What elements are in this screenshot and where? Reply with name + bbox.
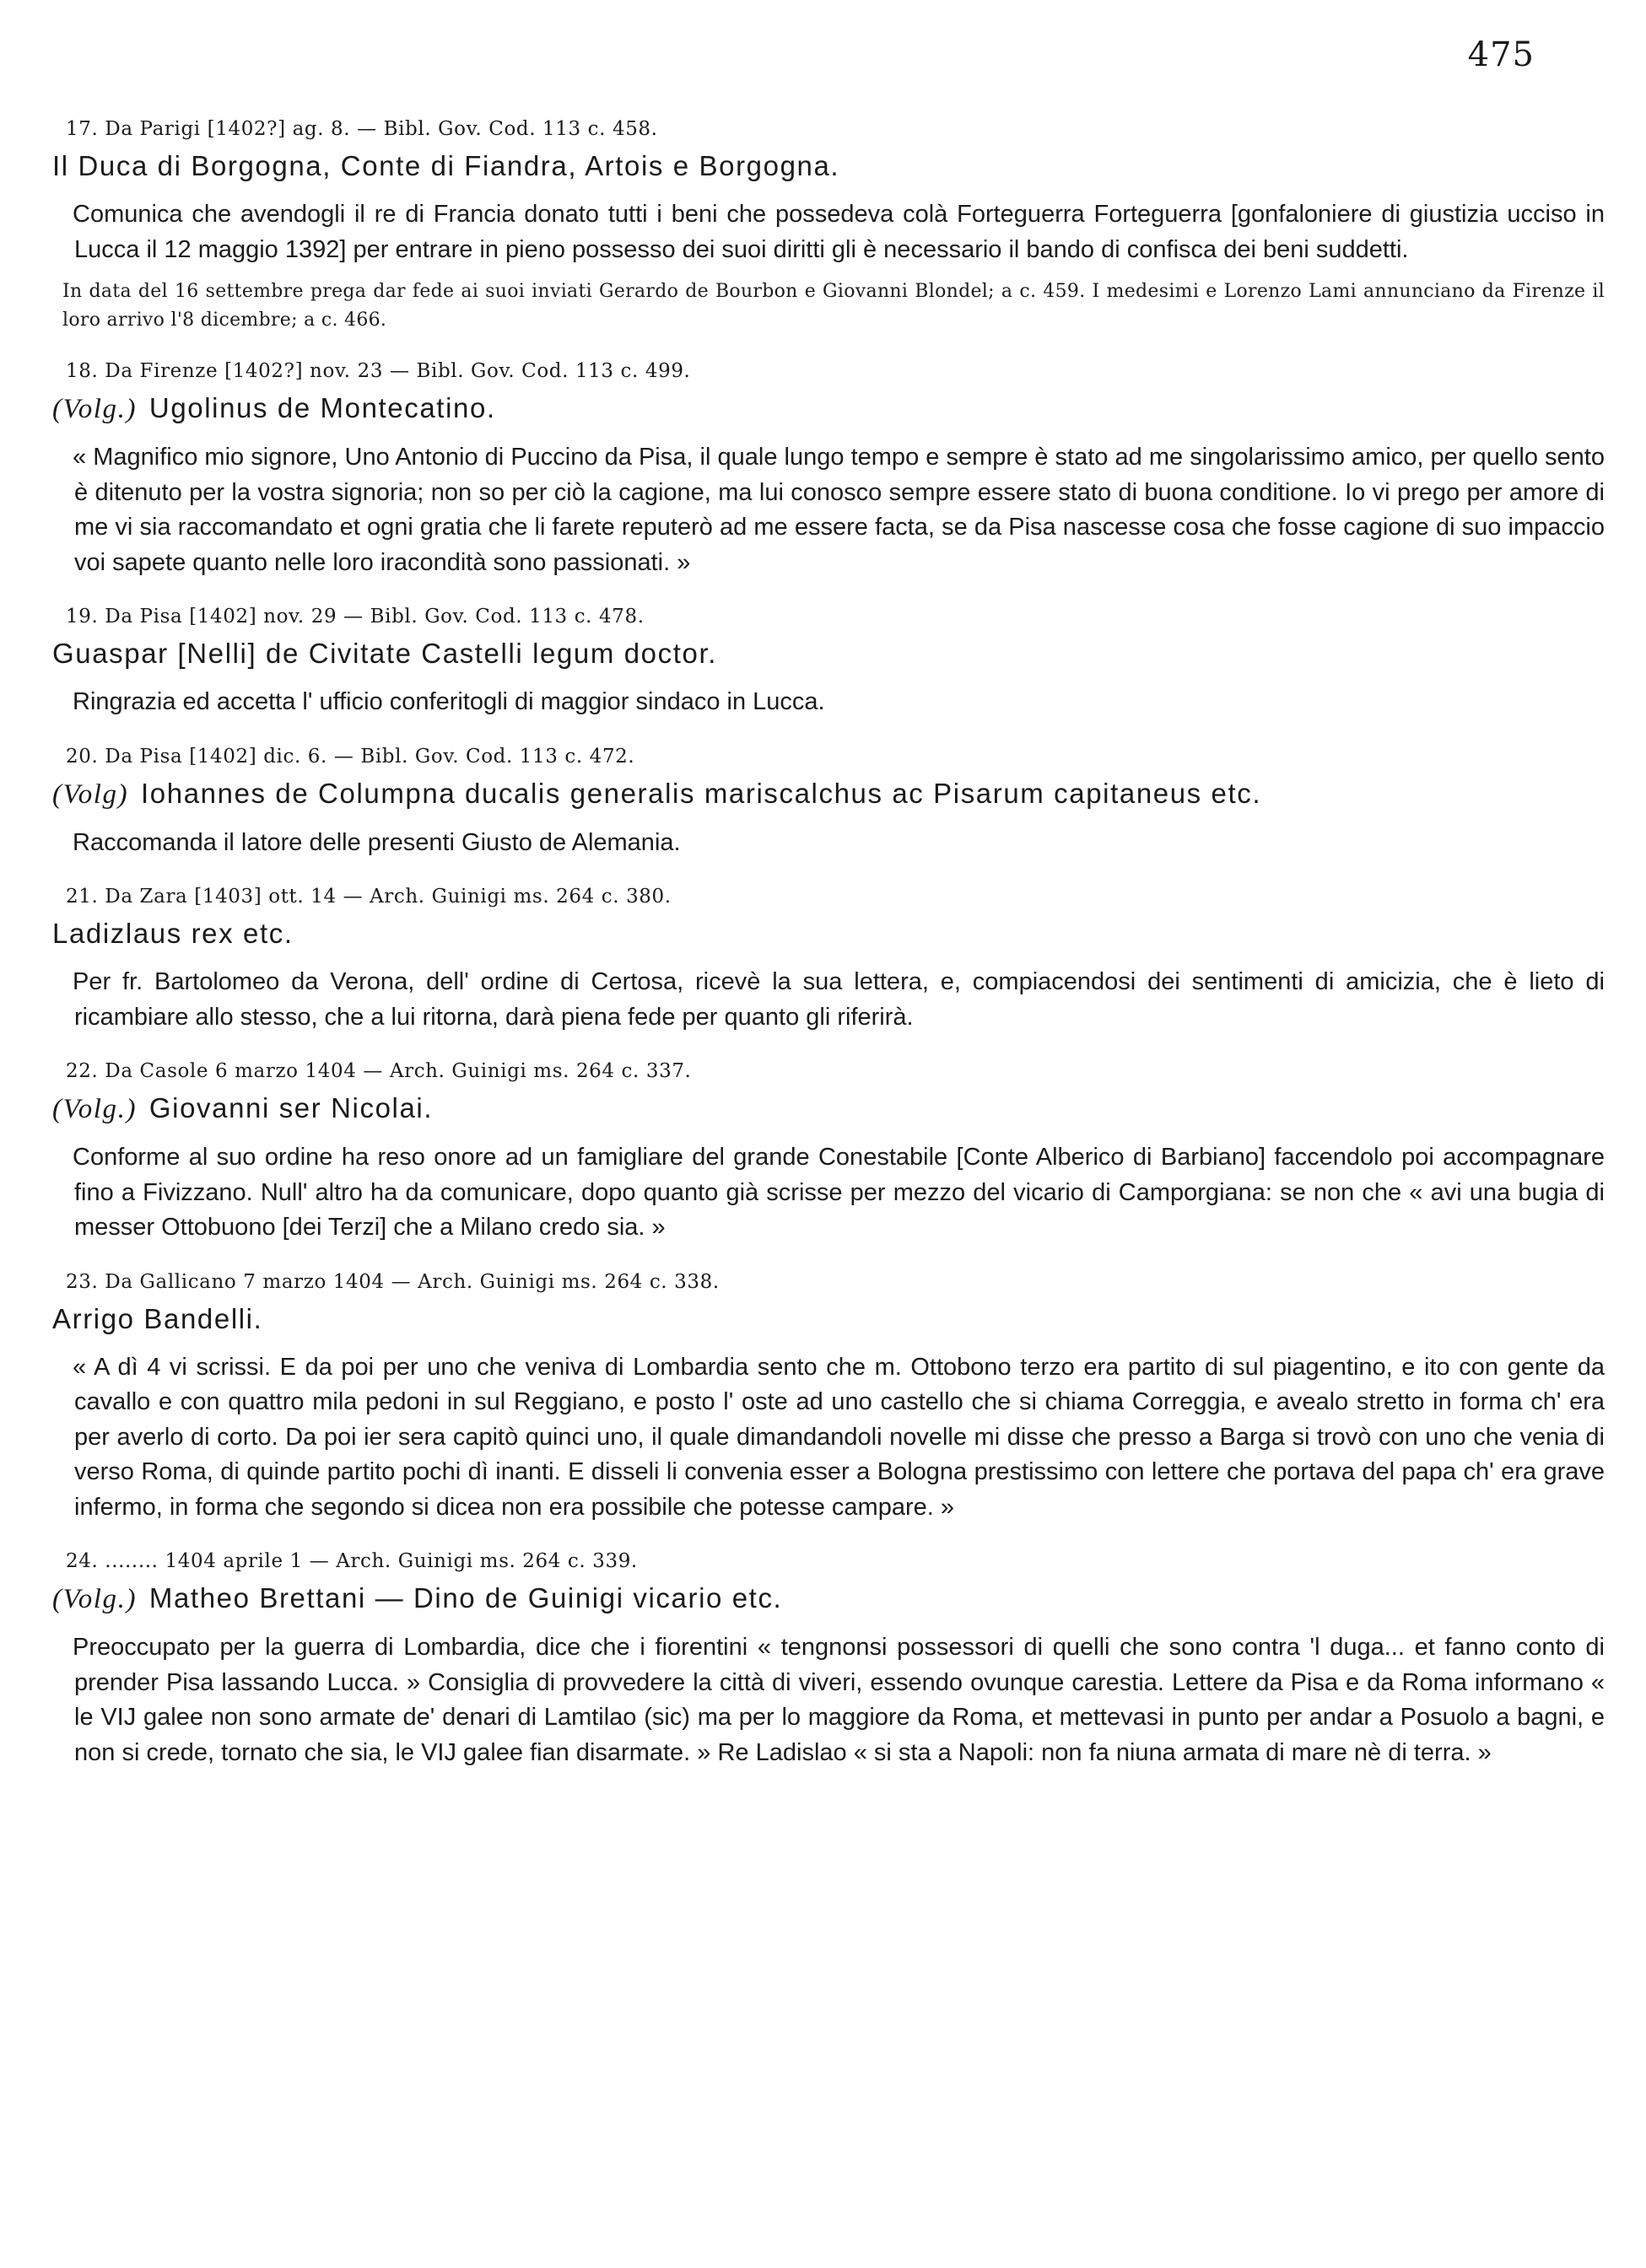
entry-18 [52, 360, 1605, 580]
entry-sender [52, 638, 1605, 670]
entry-body: Ringrazia ed accetta l' ufficio conferitogli di maggior sindaco in Lucca. [73, 688, 825, 715]
entry-sender-name: Giovanni ser Nicolai. [148, 1092, 434, 1123]
entry-volg-tag: (Volg.) [52, 394, 138, 424]
entry-body: Raccomanda il latore delle presenti Giusto de Alemania. [73, 828, 681, 856]
entry-sender-name: Guaspar [Nelli] de Civitate Castelli legum doctor. [52, 638, 717, 669]
entry-sender [52, 918, 1605, 950]
entry-volg-tag: (Volg) [52, 778, 129, 810]
entry-sender-name: Arrigo Bandelli. [52, 1302, 263, 1334]
entry-note: In data del 16 settembre prega dar fede ai suoi inviati Gerardo de Bourbon e Giovanni Blondel; a c. 459. I medesimi e Lorenzo Lami annunciano da Firenze il loro arrivo l'8 dicembre; a c. 466. [62, 281, 1605, 331]
entry-sender-name: Ugolinus de Montecatino. [148, 392, 496, 423]
entry-sender-name: Il Duca di Borgogna, Conte di Fiandra, Artois e Borgogna. [52, 150, 840, 181]
entry-sender-name: Iohannes de Columpna ducalis generalis mariscalchus ac Pisarum capitaneus etc. [141, 777, 1262, 809]
page-number: 475 [1467, 35, 1535, 74]
entry-20 [52, 746, 1605, 861]
entry-23 [52, 1271, 1605, 1526]
entry-body: « A dì 4 vi scrissi. E da poi per uno che veniva di Lombardia sento che m. Ottobono terzo era partito di sul piagentino, e ito con gente da cavallo e con quattro mila pedoni in sul Reggiano, e posto l' oste ad uno castello che si chiama Correggia, e avealo stretto in forma ch' era per averlo di corto. Da poi ier sera capitò quinci uno, il quale dimandandoli novelle mi disse che presso a Barga si trovò con uno che venia di verso Roma, di quinde partito pochi dì inanti. E disseli li convenia esser a Bologna prestissimo con lettere che portava del papa ch' era grave infermo, in forma che segondo si dicea non era possibile che potesse campare. » [73, 1353, 1605, 1521]
entry-22 [52, 1060, 1605, 1246]
entry-body: Per fr. Bartolomeo da Verona, dell' ordine di Certosa, ricevè la sua lettera, e, compiacendosi dei sentimenti di amicizia, che è lieto di ricambiare allo stesso, che a lui ritorna, darà piena fede per quanto gli riferirà. [73, 968, 1605, 1031]
entry-body: Conforme al suo ordine ha reso onore ad un famigliare del grande Conestabile [Conte Alberico di Barbiano] faccendolo poi accompagnare fino a Fivizzano. Null' altro ha da comunicare, dopo quanto già scrisse per mezzo del vicario di Camporgiana: se non che « avi una bugia di messer Ottobuono [dei Terzi] che a Milano credo sia. » [73, 1144, 1605, 1241]
entry-heading: 24. ........ 1404 aprile 1 — Arch. Guinigi ms. 264 c. 339. [66, 1550, 638, 1572]
entry-sender [52, 1092, 1605, 1125]
entry-sender-name: Matheo Brettani — Dino de Guinigi vicario etc. [148, 1582, 783, 1613]
entry-heading: 21. Da Zara [1403] ott. 14 — Arch. Guinigi ms. 264 c. 380. [66, 886, 672, 908]
entry-heading: 22. Da Casole 6 marzo 1404 — Arch. Guinigi ms. 264 c. 337. [66, 1060, 692, 1082]
entry-heading: 19. Da Pisa [1402] nov. 29 — Bibl. Gov. Cod. 113 c. 478. [66, 606, 645, 628]
entry-17 [52, 118, 1605, 335]
entry-heading: 18. Da Firenze [1402?] nov. 23 — Bibl. Gov. Cod. 113 c. 499. [66, 360, 691, 382]
entry-24 [52, 1550, 1605, 1770]
entry-body: Preoccupato per la guerra di Lombardia, dice che i fiorentini « tengnonsi possessori di quelli che sono contra 'l duga... et fanno conto di prender Pisa lassando Lucca. » Consiglia di provvedere la città di viveri, essendo ovunque carestia. Lettere da Pisa e da Roma informano « le VIJ galee non sono armate de' denari di Lamtilao (sic) ma per lo maggiore da Roma, et mettevasi in punto per andar a Posuolo a bagni, e non si crede, tornato che sia, le VIJ galee fian disarmate. » Re Ladislao « si sta a Napoli: non fa niuna armata di mare nè di terra. » [73, 1634, 1605, 1766]
entry-sender-name: Ladizlaus rex etc. [52, 918, 294, 949]
entry-sender [52, 1303, 1605, 1335]
entry-sender [52, 392, 1605, 425]
entry-sender [52, 778, 1605, 811]
entry-heading: 20. Da Pisa [1402] dic. 6. — Bibl. Gov. Cod. 113 c. 472. [66, 745, 635, 768]
entry-heading: 17. Da Parigi [1402?] ag. 8. — Bibl. Gov. Cod. 113 c. 458. [66, 118, 658, 140]
entry-sender [52, 1582, 1605, 1615]
entry-sender [52, 150, 1605, 182]
entry-volg-tag: (Volg.) [52, 1094, 138, 1124]
entry-body: Comunica che avendogli il re di Francia donato tutti i beni che possedeva colà Forteguerra Forteguerra [gonfaloniere di giustizia ucciso in Lucca il 12 maggio 1392] per entrare in pieno possesso dei suoi diritti gli è necessario il bando di confisca dei beni suddetti. [73, 201, 1605, 263]
letter-entries [52, 118, 1605, 1796]
entry-body: « Magnifico mio signore, Uno Antonio di Puccino da Pisa, il quale lungo tempo e sempre è stato ad me singolarissimo amico, per quello sento è ditenuto per la vostra signoria; non so per ciò la cagione, ma lui conosco sempre essere stato di buona conditione. Io vi prego per amore di me vi sia raccomandato et ogni gratia che li farete reputerò ad me essere facta, se da Pisa nascesse cosa che fosse cagione di suo impaccio voi sapete quanto nelle loro iracondità sono passionati. » [73, 444, 1605, 576]
entry-21 [52, 886, 1605, 1035]
entry-volg-tag: (Volg.) [52, 1584, 138, 1614]
entry-heading: 23. Da Gallicano 7 marzo 1404 — Arch. Guinigi ms. 264 c. 338. [66, 1270, 720, 1293]
entry-19 [52, 606, 1605, 720]
